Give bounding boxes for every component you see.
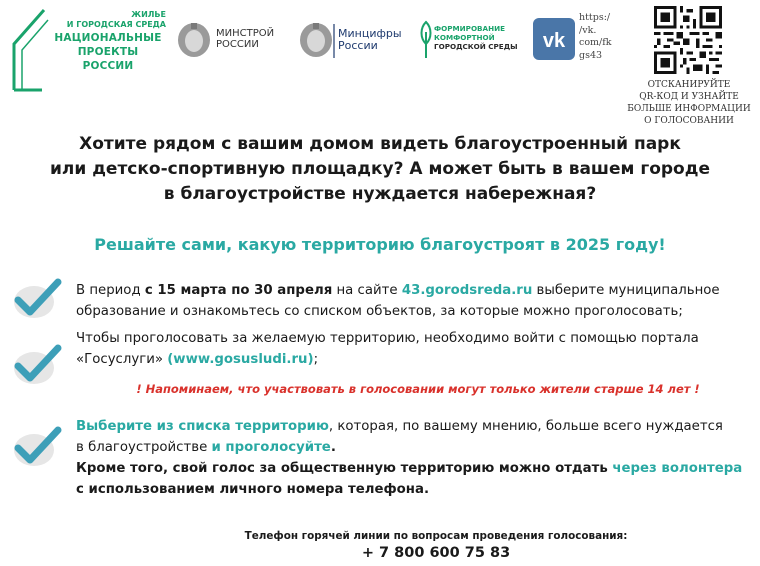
qr-caption-line-3: БОЛЬШЕ ИНФОРМАЦИИ [627,104,751,114]
step-2-line-1: Чтобы проголосовать за желаемую территорию, необходимо войти с помощью портала [76,331,699,346]
step-3-line-1-end: , которая, по вашему мнению, больше всего нуждается [328,419,723,434]
volunteer-highlight: через волонтера [612,461,743,476]
step-2-end: ; [313,352,319,367]
headline-line-3: в благоустройстве нуждается набережная? [163,184,597,204]
step-1-line-1-end: выберите муниципальное [532,283,720,298]
minstroy-line-1: МИНСТРОЙ [216,28,275,39]
gorodsreda-link[interactable]: 43.gorodsreda.ru [401,283,533,298]
vk-link-line-2: /vk. [579,24,597,36]
checkmark-icon [12,342,62,386]
step-3-period: . [330,440,336,455]
step-3-line-4: с использованием личного номера телефона. [76,482,430,497]
step-1-line-2: образование и ознакомьтесь со списком объектов, за которые можно проголосовать; [76,304,683,319]
checkmark-icon [12,424,62,468]
headline-line-2: или детско-спортивную площадку? А может быть в вашем городе [50,159,710,179]
qr-code-icon[interactable] [654,6,722,74]
gosuslugi-link[interactable]: (www.gosusludi.ru) [167,352,314,367]
voting-dates: с 15 марта по 30 апреля [144,283,333,298]
step-3-line-2 [76,437,742,458]
step-1-intro: В период [76,283,145,298]
national-projects-main-2: ПРОЕКТЫ [77,46,139,58]
call-to-action-heading: Решайте сами, какую территорию благоустроят в 2025 году! [94,235,666,254]
vk-glyph-icon [533,18,575,60]
gosuslugi-label: «Госуслуги» [76,352,168,367]
minstroy-logo [174,20,284,60]
eagle-emblem-icon [174,20,214,60]
step-2-text [76,328,699,370]
step-3-line-1 [76,416,742,437]
national-projects-main-3: РОССИИ [82,60,134,72]
national-projects-logo [8,4,168,92]
choose-territory-highlight: Выберите из списка территорию [76,419,329,434]
qr-caption-line-2: QR-КОД И УЗНАЙТЕ [639,92,739,102]
qr-caption [620,79,758,127]
eagle-emblem-icon [296,20,336,60]
hotline-phone[interactable]: + 7 800 600 75 83 [361,545,511,561]
mintsifry-line-2: России [338,39,378,52]
step-2-line-2 [76,349,699,370]
volunteer-intro: Кроме того, свой голос за общественную территорию можно отдать [76,461,613,476]
national-projects-main-1: НАЦИОНАЛЬНЫЕ [54,32,162,44]
headline [0,132,760,207]
national-projects-sub-1: ЖИЛЬЕ [131,10,166,19]
step-1-line-1 [76,280,720,301]
vk-link-line-4: gs43 [579,49,603,61]
mintsifry-logo [296,20,406,60]
vk-link-line-1: https:/ [579,12,611,23]
hotline-label: Телефон горячей линии по вопросам проведения голосования: [244,530,628,542]
checkmark-icon [12,276,62,320]
step-3-line-3 [76,458,742,479]
fks-emblem-icon [418,20,434,60]
fks-line-1: ФОРМИРОВАНИЕ [434,24,506,33]
fks-line-3: ГОРОДСКОЙ СРЕДЫ [434,42,518,51]
vk-logo-icon[interactable] [533,18,575,60]
step-1-text [76,280,720,322]
headline-line-1: Хотите рядом с вашим домом видеть благоустроенный парк [79,134,681,154]
vk-link[interactable] [579,12,615,62]
fks-line-2: КОМФОРТНОЙ [434,33,495,42]
mintsifry-line-1: Минцифры [338,27,402,40]
fks-logo [418,18,530,64]
vote-highlight: и проголосуйте [211,440,331,455]
vk-link-line-3: com/fk [579,37,612,48]
step-3-line-2-start: в благоустройстве [76,440,212,455]
qr-caption-line-4: О ГОЛОСОВАНИИ [644,116,734,126]
age-reminder: ! Напоминаем, что участвовать в голосовании могут только жители старше 14 лет ! [136,382,700,396]
qr-caption-line-1: ОТСКАНИРУЙТЕ [647,80,731,90]
svg-text:vk: vk [542,30,566,52]
step-1-site-intro: на сайте [332,283,402,298]
minstroy-line-2: РОССИИ [216,39,259,50]
step-3-text [76,416,742,500]
national-projects-sub-2: И ГОРОДСКАЯ СРЕДА [66,20,166,29]
